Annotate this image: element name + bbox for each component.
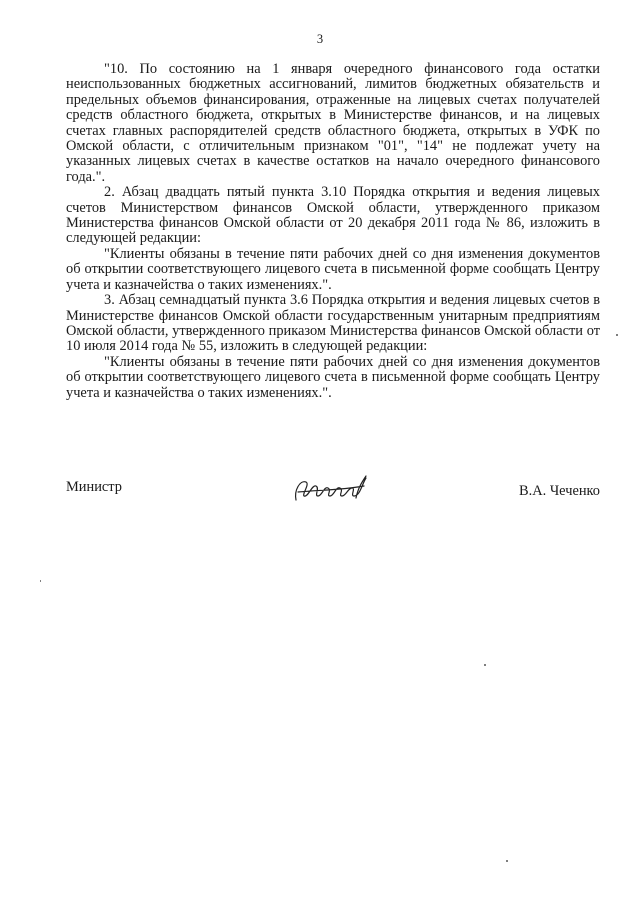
paragraph-item-3: 3. Абзац семнадцатый пункта 3.6 Порядка открытия и ведения лицевых счетов в Министерстве финансов Омской области государственным унитарным предприятиям Омской области, утвержденного приказом Министерства финансов Омской области от 10 июля 2014 года № 55, изложить в следующей редакции: [66,292,600,355]
paragraph-item-2-quote: "Клиенты обязаны в течение пяти рабочих дней со дня изменения документов об открытии соответствующего лицевого счета в письменной форме сообщать Центру учета и казначейства о таких изменениях.". [66,245,600,293]
scan-speck [616,334,618,336]
paragraph-clause-10: "10. По состоянию на 1 января очередного финансового года остатки неиспользованных бюджетных ассигнований, лимитов бюджетных обязательств и предельных объемов финансирования, отраженные на лицевых счетах получателей средств областного бюджета, открытых в Министерстве финансов, и на лицевых счетах главных распорядителей средств областного бюджета, открытых в УФК по Омской области, с отличительным признаком "01", "14" не подлежат учету на указанных лицевых счетах в качестве остатков на начало очередного финансового года.". [66,61,600,185]
paragraph-item-3-quote: "Клиенты обязаны в течение пяти рабочих дней со дня изменения документов об открытии соответствующего лицевого счета в письменной форме сообщать Центру учета и казначейства о таких изменениях.". [66,353,600,401]
scan-speck [40,580,41,582]
signatory-position: Министр [66,479,122,495]
signatory-name: В.А. Чеченко [519,483,600,499]
scan-speck [506,860,508,862]
page-number: 3 [316,32,324,46]
document-body [66,62,600,401]
scan-speck [484,664,486,666]
paragraph-item-2: 2. Абзац двадцать пятый пункта 3.10 Порядка открытия и ведения лицевых счетов Министерством финансов Омской области, утвержденного приказом Министерства финансов Омской области от 20 декабря 2011 года № 86, изложить в следующей редакции: [66,184,600,247]
handwritten-signature [290,470,370,506]
